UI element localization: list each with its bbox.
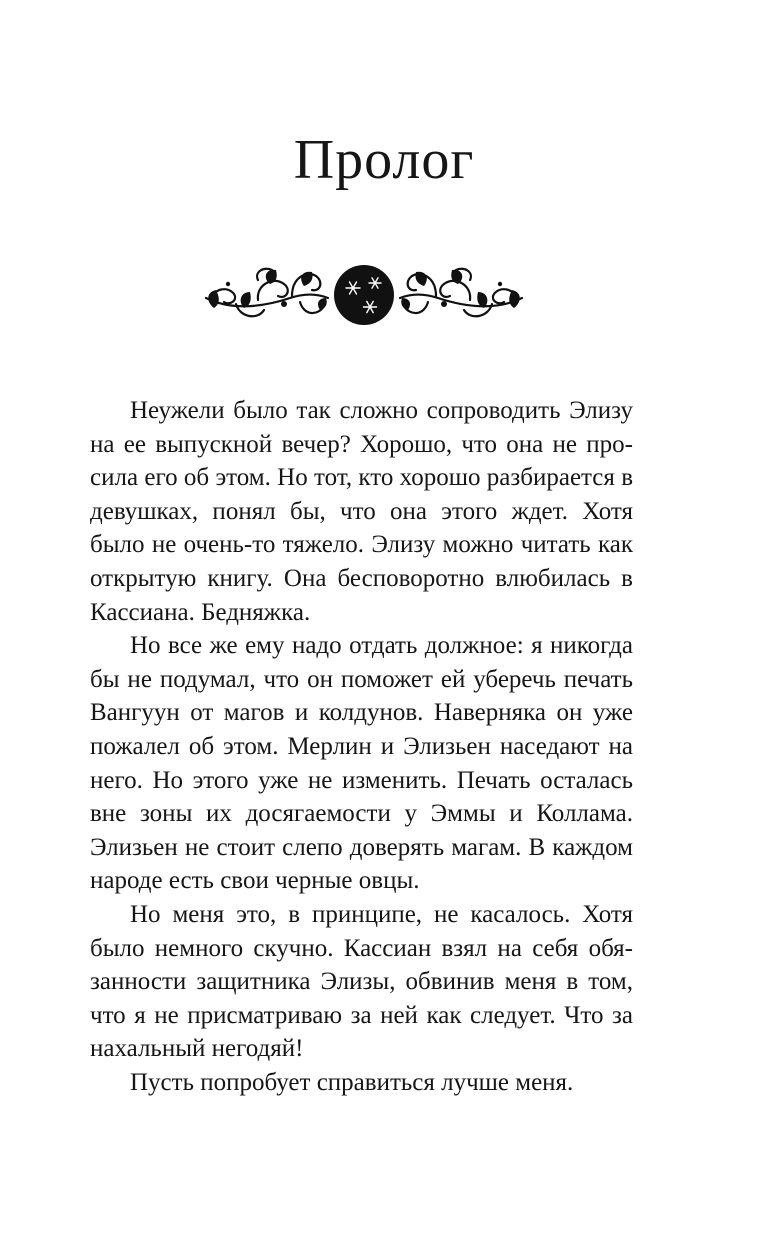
paragraph-4: Пусть попробует справиться лучше меня. [130, 1068, 574, 1096]
paragraph-3: Но меня это, в принципе, не касалось. Хотя было немного скучно. Кассиан взял на себя обязанности защитника Элизы, обвинив меня в том, что я не присматриваю за ней как следует. Что за нахальный негодяй! [90, 900, 633, 1063]
chapter-title: Пролог [293, 129, 475, 191]
paragraph-2: Но все же ему надо отдать должное: я никогда бы не подумал, что он поможет ей уберечь печать Вангуун от магов и колдунов. Наверняка он уже пожалел об этом. Мерлин и Элизьен наседают на него. Но этого уже не изменить. Печать осталась вне зоны их досягаемости у Эммы и Коллама. Элизьен не стоит слепо доверять магам. В каждом народе есть свои черные овцы. [90, 632, 633, 895]
prologue-text [90, 394, 633, 1099]
medallion-icon [334, 265, 394, 325]
ornament-divider [200, 258, 528, 332]
paragraph-1: Неужели было так сложно сопроводить Элизу на ее выпускной вечер? Хорошо, что она не просила его об этом. Но тот, кто хорошо разбирается в девушках, понял бы, что она этого ждет. Хотя было не очень-то тяжело. Элизу можно читать как открытую книгу. Она бесповоротно влюбилась в Кассиана. Бедняжка. [90, 397, 633, 626]
